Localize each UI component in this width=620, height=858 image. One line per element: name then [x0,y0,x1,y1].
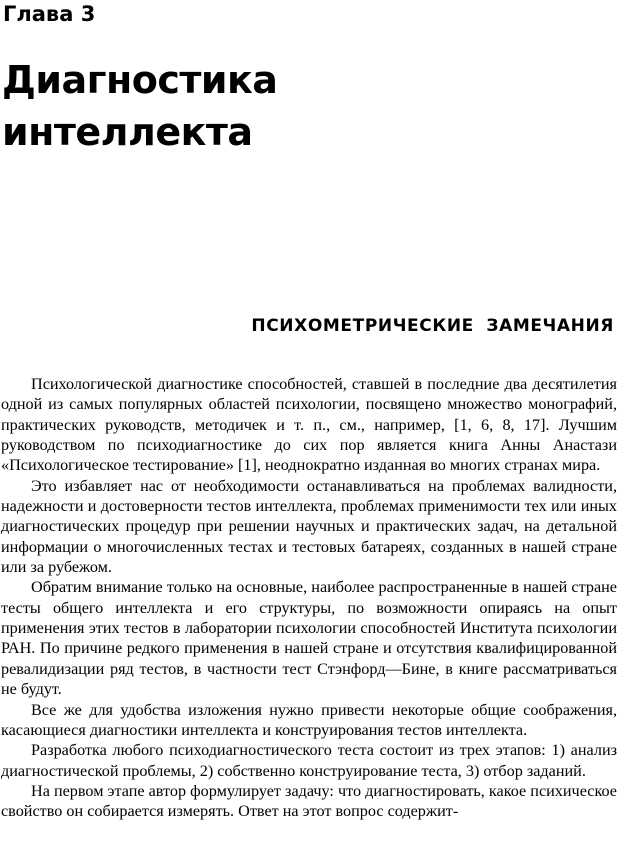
paragraph: Это избавляет нас от необходимости останавливаться на проблемах валидности, надежности и достоверности тестов интеллекта, проблемах применимости тех или иных диагностических процедур при решении научных и практических задач, на детальной информации о многочисленных тестах и тестовых батареях, созданных в нашей стране или за рубежом. [1,476,617,577]
section-heading: ПСИХОМЕТРИЧЕСКИЕ ЗАМЕЧАНИЯ [251,316,614,336]
paragraph: Обратим внимание только на основные, наиболее распространенные в нашей стране тесты общего интеллекта и его структуры, по возможности опираясь на опыт применения этих тестов в лаборатории психологии способностей Института психологии РАН. По причине редкого применения в нашей стране и отсутствия квалифицированной ревалидизации ряд тестов, в частности тест Стэнфорд—Бине, в книге рассматриваться не будут. [1,578,617,699]
chapter-title [2,54,277,158]
paragraph: На первом этапе автор формулирует задачу: что диагностировать, какое психическое свойство он собирается измерять. Ответ на этот вопрос содержит- [1,781,617,821]
paragraph: Разработка любого психодиагностического теста состоит из трех этапов: 1) анализ диагностической проблемы, 2) собственно конструирование теста, 3) отбор заданий. [1,741,617,780]
paragraph: Психологической диагностике способностей, ставшей в последние два десятилетия одной из самых популярных областей психологии, посвящено множество монографий, практических руководств, методичек и т. п., см., например, [1, 6, 8, 17]. Лучшим руководством по психодиагностике до сих пор является книга Анны Анастази «Психологическое тестирование» [1], неоднократно изданная во многих странах мира. [1,375,617,475]
chapter-label: Глава 3 [3,2,96,26]
paragraph: Все же для удобства изложения нужно привести некоторые общие соображения, касающиеся диагностики интеллекта и конструирования тестов интеллекта. [1,700,617,739]
body-text [1,374,617,822]
chapter-title-line-1: Диагностика [2,58,278,102]
chapter-title-line-2: интеллекта [2,110,253,154]
